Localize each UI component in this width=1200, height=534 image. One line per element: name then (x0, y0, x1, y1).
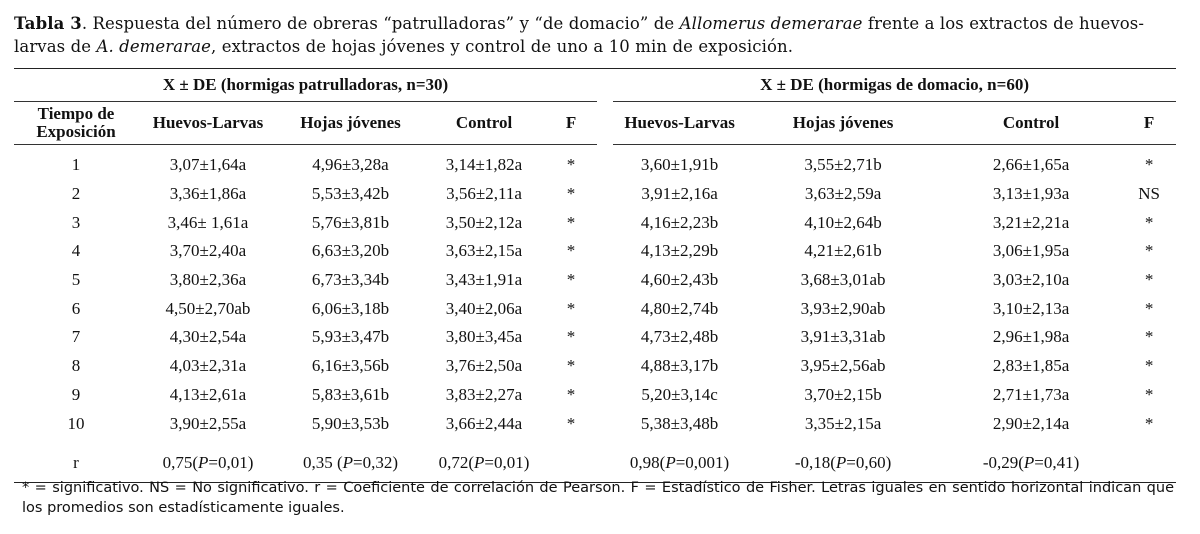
cell-d-hojas-jovenes: 3,93±2,90ab (800, 298, 886, 318)
table-row (14, 208, 1176, 237)
cell-gap (597, 145, 613, 180)
cell-p-f: * (566, 155, 576, 175)
cell-p-hojas-jovenes: 5,53±3,42b (311, 184, 390, 204)
cell-p-hojas-jovenes: 5,93±3,47b (311, 327, 390, 347)
cell-p-huevos-larvas: 3,46± 1,61a (167, 212, 249, 232)
cell-tiempo: 2 (71, 184, 81, 204)
cell-p-control: 3,76±2,50a (445, 356, 523, 376)
r-p-control: 0,72(P=0,01) (423, 438, 545, 483)
col-header-tiempo-line2: Exposición (36, 122, 116, 141)
table-row (14, 294, 1176, 323)
table-row (14, 323, 1176, 352)
group-header-row (14, 69, 1176, 102)
cell-d-f: * (1144, 270, 1154, 290)
cell-d-huevos-larvas: 5,20±3,14c (641, 384, 718, 404)
cell-d-hojas-jovenes: 3,91±3,31ab (800, 327, 886, 347)
col-header-d-control: Control (940, 102, 1122, 145)
cell-tiempo: 6 (71, 298, 81, 318)
cell-p-control: 3,66±2,44a (445, 413, 523, 433)
data-table (14, 68, 1176, 483)
header-gap (597, 102, 613, 145)
cell-p-f: * (566, 413, 576, 433)
caption-text-c: , extractos de hojas jóvenes y control de uno a 10 min de exposición. (211, 37, 794, 56)
r-d-hojas-jovenes: -0,18(P=0,60) (746, 438, 940, 483)
table-row (14, 352, 1176, 381)
cell-d-f: * (1144, 155, 1154, 175)
cell-p-control: 3,50±2,12a (445, 212, 523, 232)
cell-tiempo: 1 (71, 155, 81, 175)
table-row (14, 237, 1176, 266)
caption-species-abbr: A. demerarae (96, 37, 212, 56)
cell-d-huevos-larvas: 4,60±2,43b (640, 270, 719, 290)
r-d-f (1122, 438, 1176, 483)
cell-p-control: 3,80±3,45a (445, 327, 523, 347)
cell-d-huevos-larvas: 3,60±1,91b (640, 155, 719, 175)
cell-p-f: * (566, 270, 576, 290)
cell-d-huevos-larvas: 4,80±2,74b (640, 298, 719, 318)
group-header-patrulladoras: X ± DE (hormigas patrulladoras, n=30) (14, 69, 597, 102)
cell-tiempo: 4 (71, 241, 81, 261)
cell-p-hojas-jovenes: 5,76±3,81b (311, 212, 390, 232)
cell-d-f: * (1144, 327, 1154, 347)
cell-gap (597, 237, 613, 266)
cell-p-hojas-jovenes: 6,06±3,18b (311, 298, 390, 318)
column-header-row (14, 102, 1176, 145)
cell-d-f: * (1144, 356, 1154, 376)
cell-p-control: 3,43±1,91a (445, 270, 523, 290)
table-row (14, 145, 1176, 180)
cell-d-huevos-larvas: 3,91±2,16a (641, 184, 718, 204)
cell-d-hojas-jovenes: 3,70±2,15b (804, 384, 882, 404)
cell-d-f: * (1144, 298, 1154, 318)
cell-d-control: 3,10±2,13a (992, 298, 1070, 318)
col-header-d-hojas-jovenes: Hojas jóvenes (746, 102, 940, 145)
col-header-tiempo (14, 102, 138, 145)
cell-gap (597, 266, 613, 295)
cell-d-f: * (1144, 212, 1154, 232)
cell-p-control: 3,40±2,06a (445, 298, 523, 318)
cell-tiempo: 5 (71, 270, 81, 290)
r-gap (597, 438, 613, 483)
cell-d-huevos-larvas: 4,73±2,48b (640, 327, 719, 347)
cell-d-control: 3,13±1,93a (992, 184, 1070, 204)
cell-p-f: * (566, 356, 576, 376)
cell-d-hojas-jovenes: 3,35±2,15a (804, 413, 882, 433)
cell-p-hojas-jovenes: 5,90±3,53b (311, 413, 390, 433)
cell-d-hojas-jovenes: 4,21±2,61b (804, 241, 882, 261)
cell-p-huevos-larvas: 3,70±2,40a (169, 241, 247, 261)
cell-p-huevos-larvas: 3,90±2,55a (169, 413, 247, 433)
cell-p-hojas-jovenes: 4,96±3,28a (312, 155, 389, 175)
cell-d-hojas-jovenes: 3,68±3,01ab (800, 270, 886, 290)
cell-d-huevos-larvas: 4,13±2,29b (640, 241, 719, 261)
cell-p-hojas-jovenes: 6,63±3,20b (311, 241, 390, 261)
cell-p-f: * (566, 327, 576, 347)
cell-d-huevos-larvas: 4,16±2,23b (640, 212, 719, 232)
cell-p-control: 3,14±1,82a (445, 155, 523, 175)
col-header-d-f: F (1122, 102, 1176, 145)
caption-text-a: . Respuesta del número de obreras “patrulladoras” y “de domacio” de (81, 14, 680, 33)
r-label: r (14, 438, 138, 483)
col-header-p-hojas-jovenes: Hojas jóvenes (278, 102, 423, 145)
cell-d-control: 2,90±2,14a (992, 413, 1070, 433)
cell-d-hojas-jovenes: 4,10±2,64b (804, 212, 882, 232)
cell-p-f: * (566, 298, 576, 318)
col-header-p-huevos-larvas: Huevos-Larvas (138, 102, 278, 145)
cell-gap (597, 381, 613, 410)
cell-d-hojas-jovenes: 3,55±2,71b (804, 155, 882, 175)
r-p-f (545, 438, 597, 483)
table-body (14, 145, 1176, 483)
cell-d-f: * (1144, 413, 1154, 433)
cell-p-huevos-larvas: 4,13±2,61a (169, 384, 247, 404)
cell-p-hojas-jovenes: 6,16±3,56b (311, 356, 390, 376)
r-p-hojas-jovenes: 0,35 (P=0,32) (278, 438, 423, 483)
caption-species: Allomerus demerarae (679, 14, 863, 33)
cell-p-hojas-jovenes: 5,83±3,61b (311, 384, 390, 404)
cell-d-control: 2,71±1,73a (992, 384, 1070, 404)
cell-p-huevos-larvas: 3,80±2,36a (169, 270, 247, 290)
cell-gap (597, 352, 613, 381)
cell-gap (597, 180, 613, 209)
cell-p-huevos-larvas: 4,50±2,70ab (165, 298, 251, 318)
cell-gap (597, 294, 613, 323)
cell-p-f: * (566, 241, 576, 261)
cell-d-hojas-jovenes: 3,95±2,56ab (800, 356, 886, 376)
table-row (14, 180, 1176, 209)
cell-p-huevos-larvas: 3,07±1,64a (169, 155, 247, 175)
cell-tiempo: 8 (71, 356, 81, 376)
table-row (14, 409, 1176, 438)
col-header-tiempo-line1: Tiempo de (37, 104, 115, 123)
cell-p-huevos-larvas: 4,30±2,54a (169, 327, 247, 347)
cell-tiempo: 9 (71, 384, 81, 404)
cell-gap (597, 323, 613, 352)
cell-p-control: 3,83±2,27a (445, 384, 523, 404)
col-header-p-control: Control (423, 102, 545, 145)
cell-d-control: 3,03±2,10a (992, 270, 1070, 290)
caption-label: Tabla 3 (14, 14, 82, 33)
cell-p-f: * (566, 184, 576, 204)
cell-d-control: 3,21±2,21a (992, 212, 1070, 232)
r-d-control: -0,29(P=0,41) (940, 438, 1122, 483)
r-d-huevos-larvas: 0,98(P=0,001) (613, 438, 746, 483)
table-caption (14, 12, 1182, 58)
table-row (14, 266, 1176, 295)
cell-tiempo: 3 (71, 212, 81, 232)
cell-p-control: 3,63±2,15a (445, 241, 523, 261)
group-header-domacio: X ± DE (hormigas de domacio, n=60) (613, 69, 1176, 102)
cell-d-control: 2,66±1,65a (992, 155, 1070, 175)
cell-d-hojas-jovenes: 3,63±2,59a (804, 184, 882, 204)
cell-p-f: * (566, 212, 576, 232)
cell-p-huevos-larvas: 3,36±1,86a (169, 184, 247, 204)
cell-p-control: 3,56±2,11a (446, 184, 522, 204)
cell-d-f: * (1144, 384, 1154, 404)
cell-d-huevos-larvas: 4,88±3,17b (640, 356, 719, 376)
cell-d-huevos-larvas: 5,38±3,48b (640, 413, 719, 433)
cell-gap (597, 409, 613, 438)
group-gap (597, 69, 613, 102)
cell-tiempo: 10 (67, 413, 85, 433)
cell-gap (597, 208, 613, 237)
cell-d-f: * (1144, 241, 1154, 261)
correlation-row (14, 438, 1176, 483)
col-header-p-f: F (545, 102, 597, 145)
cell-p-huevos-larvas: 4,03±2,31a (169, 356, 247, 376)
table-row (14, 381, 1176, 410)
cell-d-control: 2,83±1,85a (992, 356, 1070, 376)
caption-text-b: frente a los extractos de huevos-larvas de (14, 14, 1145, 56)
cell-d-control: 3,06±1,95a (992, 241, 1070, 261)
col-header-d-huevos-larvas: Huevos-Larvas (613, 102, 746, 145)
cell-d-f: NS (1138, 184, 1160, 204)
table-footnote: * = significativo. NS = No significativo. r = Coeficiente de correlación de Pearson. F = Estadístico de Fisher. Letras iguales en sentido horizontal indican que los promedios son estadísticamente iguales. (22, 480, 1174, 516)
cell-p-f: * (566, 384, 576, 404)
cell-d-control: 2,96±1,98a (992, 327, 1070, 347)
cell-tiempo: 7 (71, 327, 81, 347)
cell-p-hojas-jovenes: 6,73±3,34b (311, 270, 390, 290)
r-p-huevos-larvas: 0,75(P=0,01) (138, 438, 278, 483)
